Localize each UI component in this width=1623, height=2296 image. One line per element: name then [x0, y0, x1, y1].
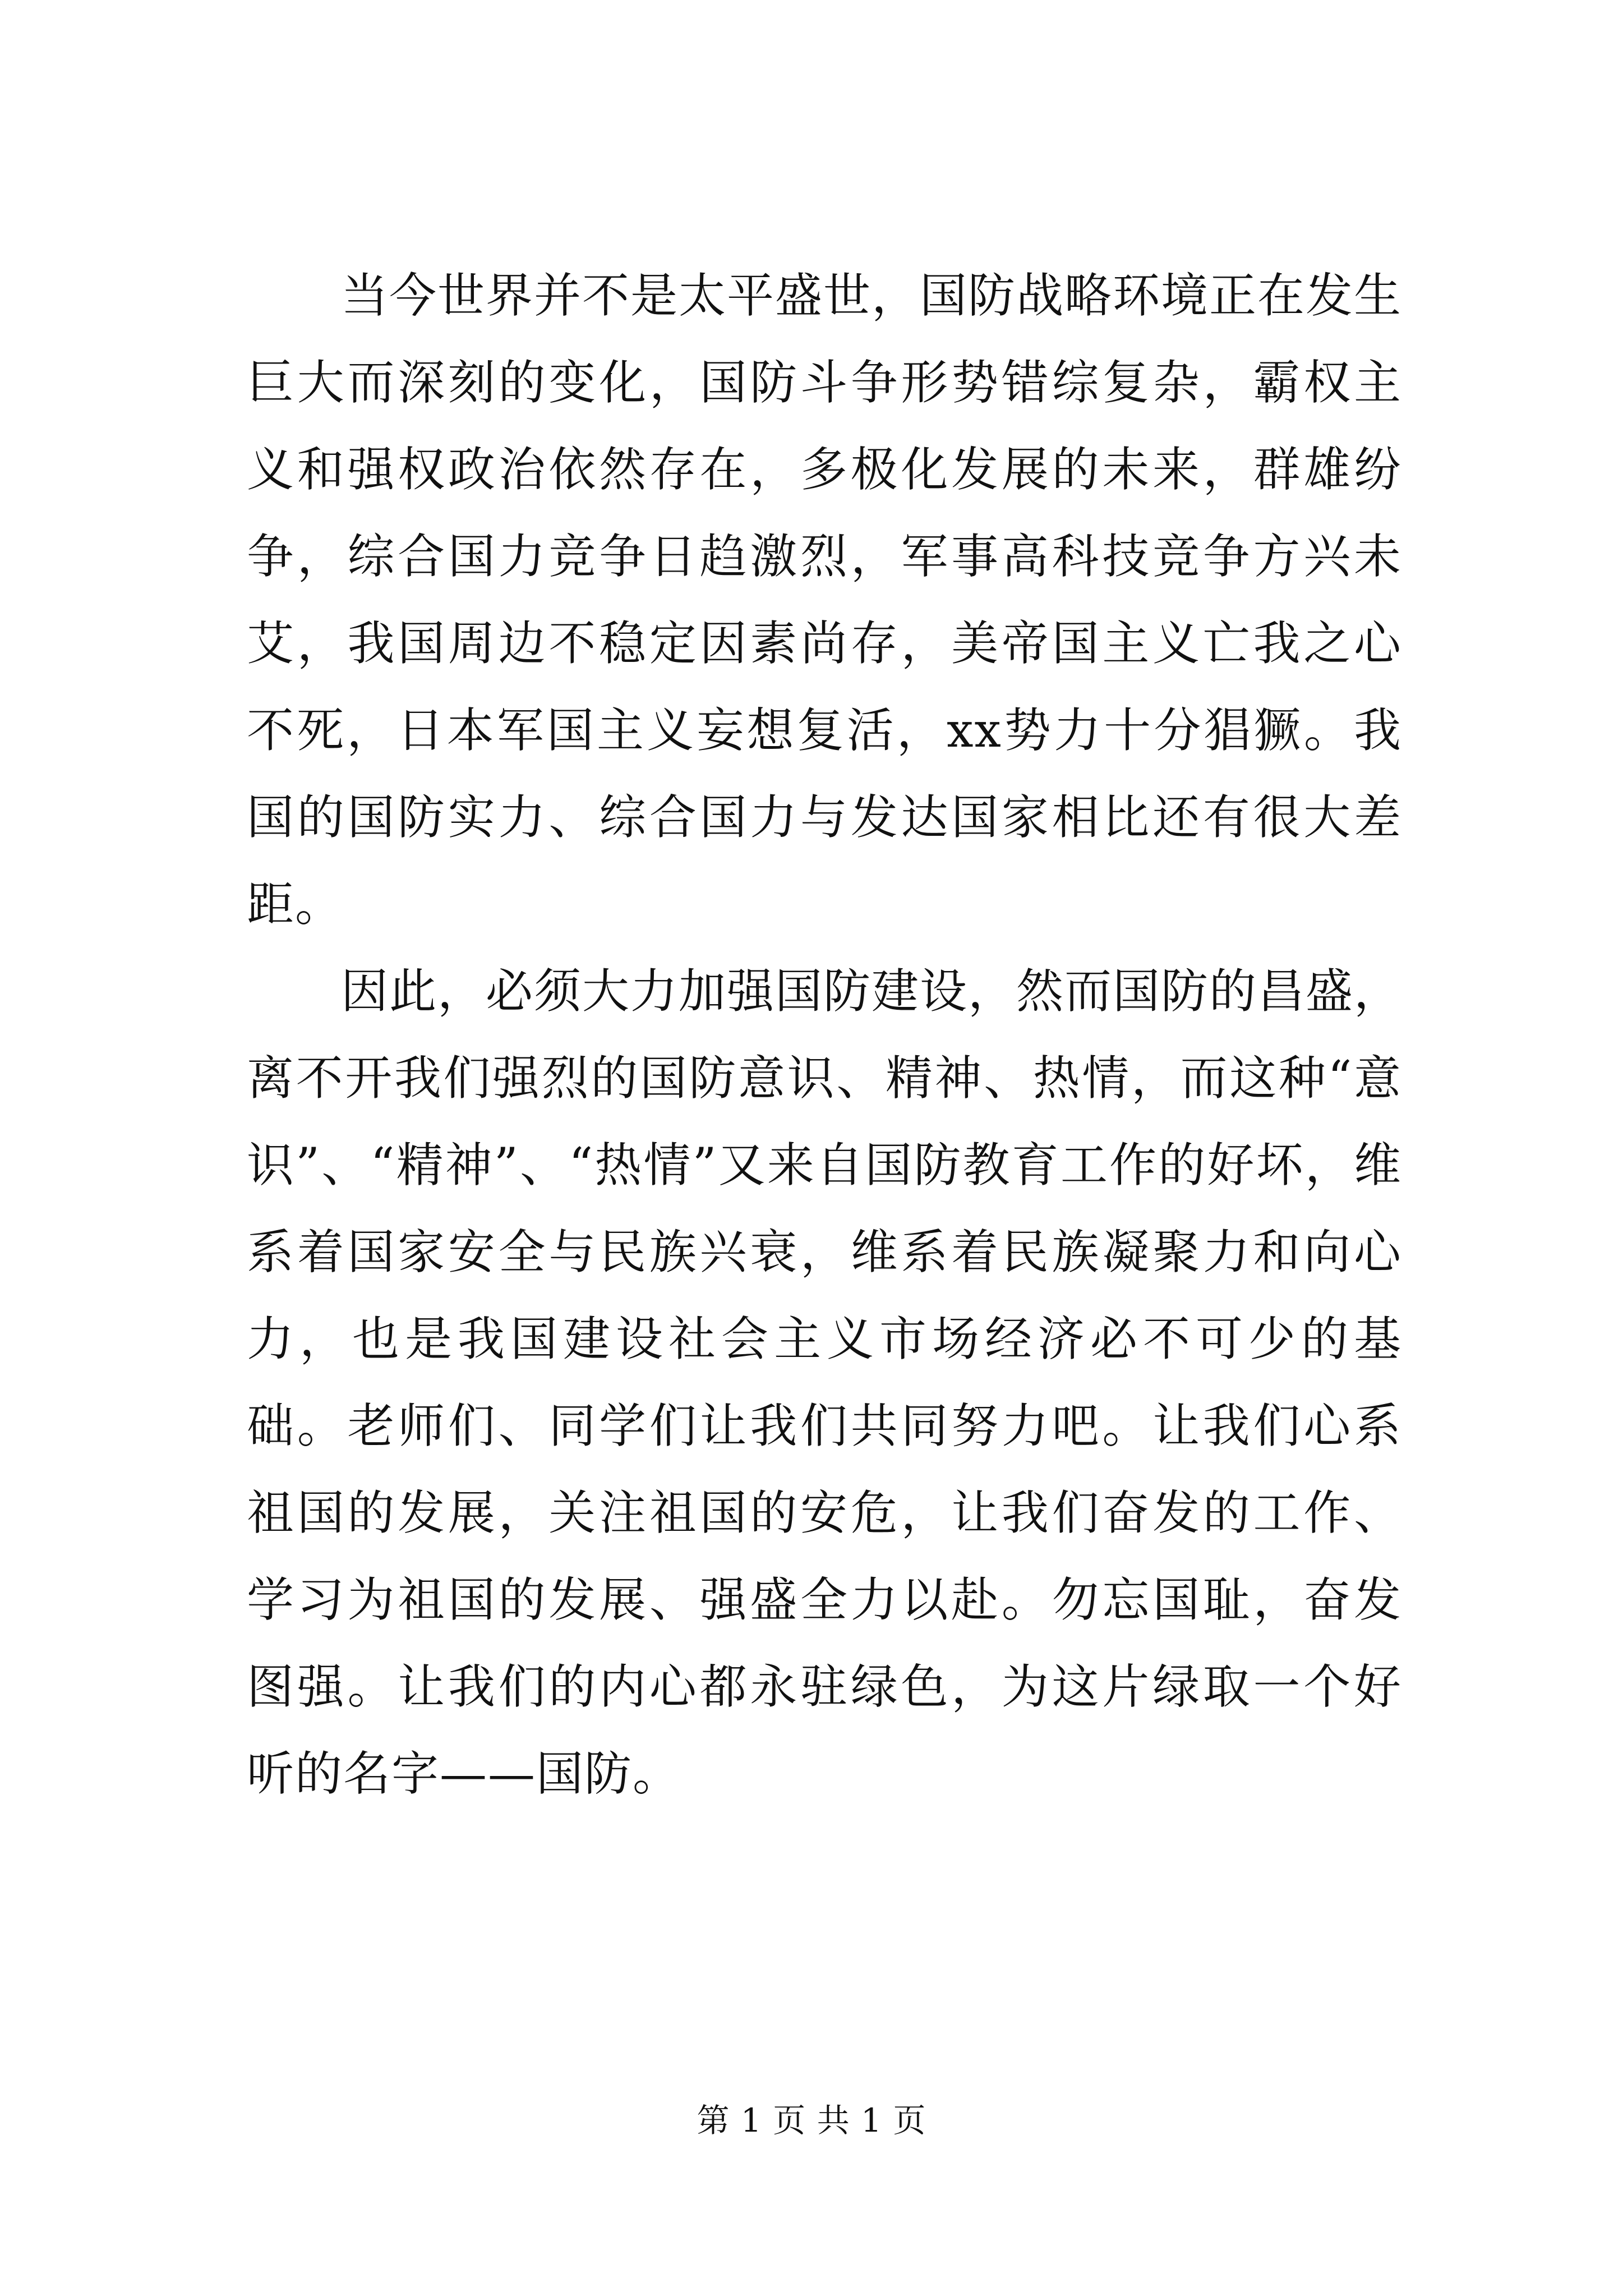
page-footer: 第 1 页 共 1 页 — [697, 2101, 926, 2139]
document-body — [247, 252, 1402, 1818]
paragraph-2: 因此，必须大力加强国防建设，然而国防的昌盛，离不开我们强烈的国防意识、精神、热情，而这种“意识”、“精神”、“热情”又来自国防教育工作的好坏，维系着国家安全与民族兴衰，维系着民族凝聚力和向心力，也是我国建设社会主义市场经济必不可少的基础。老师们、同学们让我们共同努力吧。让我们心系祖国的发展，关注祖国的安危，让我们奋发的工作、学习为祖国的发展、强盛全力以赴。勿忘国耻，奋发图强。让我们的内心都永驻绿色，为这片绿取一个好听的名字——国防。 — [247, 964, 1403, 1801]
paragraph-1: 当今世界并不是太平盛世，国防战略环境正在发生巨大而深刻的变化，国防斗争形势错综复杂，霸权主义和强权政治依然存在，多极化发展的未来，群雄纷争，综合国力竞争日趋激烈，军事高科技竞争方兴未艾，我国周边不稳定因素尚存，美帝国主义亡我之心不死，日本军国主义妄想复活，xx势力十分猖獗。我国的国防实力、综合国力与发达国家相比还有很大差距。 — [247, 268, 1403, 932]
